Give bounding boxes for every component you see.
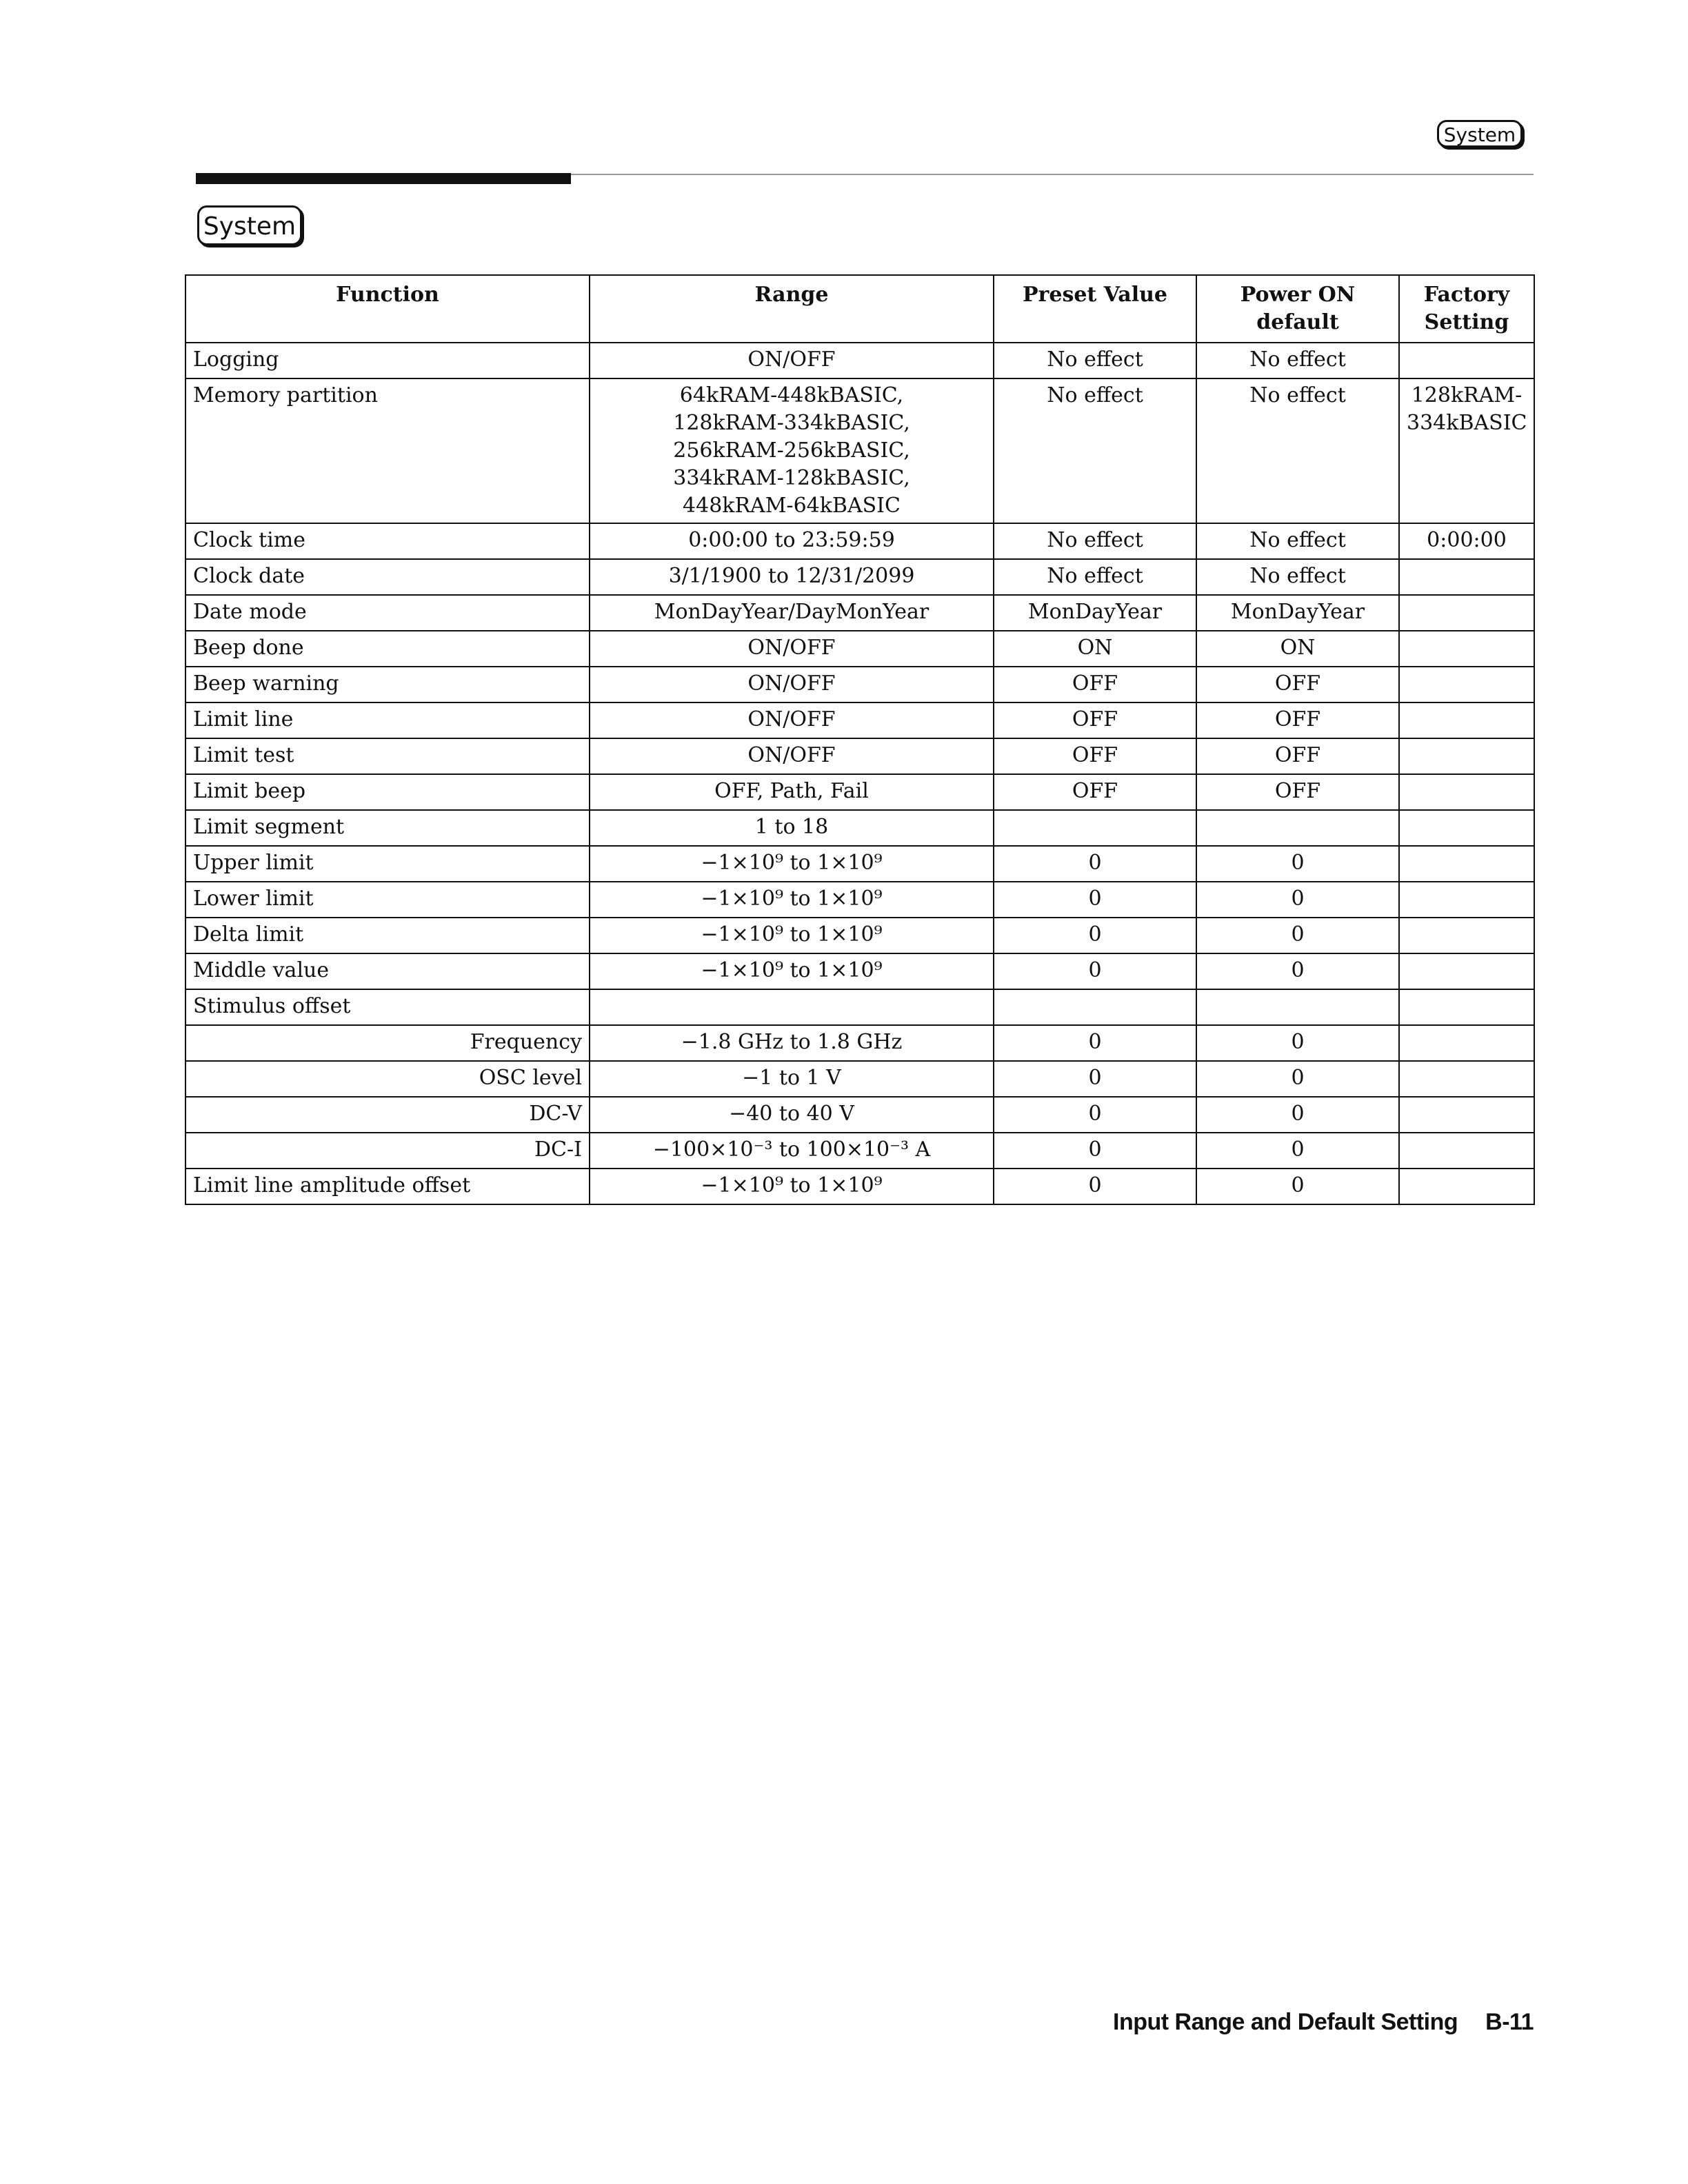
cell-factory-setting <box>1399 631 1534 667</box>
table-row <box>185 774 1534 810</box>
cell-factory-setting <box>1399 1169 1534 1204</box>
cell-preset-value: 0 <box>994 882 1196 918</box>
cell-function: Beep warning <box>185 667 590 702</box>
table-row <box>185 953 1534 989</box>
table-row <box>185 1025 1534 1061</box>
cell-power-on-default: 0 <box>1196 918 1399 953</box>
table-row <box>185 702 1534 738</box>
cell-range: ON/OFF <box>590 343 994 378</box>
cell-factory-setting: 128kRAM- 334kBASIC <box>1399 378 1534 523</box>
cell-preset-value: No effect <box>994 343 1196 378</box>
cell-power-on-default: 0 <box>1196 846 1399 882</box>
cell-function: Delta limit <box>185 918 590 953</box>
cell-range: −1.8 GHz to 1.8 GHz <box>590 1025 994 1061</box>
cell-preset-value: No effect <box>994 378 1196 523</box>
cell-power-on-default: 0 <box>1196 1061 1399 1097</box>
cell-range: −1×10⁹ to 1×10⁹ <box>590 953 994 989</box>
page-footer <box>1113 2009 1534 2036</box>
cell-power-on-default: 0 <box>1196 1169 1399 1204</box>
cell-power-on-default: No effect <box>1196 343 1399 378</box>
table-row <box>185 1061 1534 1097</box>
cell-factory-setting <box>1399 774 1534 810</box>
cell-function: Beep done <box>185 631 590 667</box>
column-header-power-on-default: Power ON default <box>1196 275 1399 343</box>
table-row <box>185 918 1534 953</box>
cell-function: Limit segment <box>185 810 590 846</box>
table-row <box>185 1169 1534 1204</box>
table-row <box>185 343 1534 378</box>
cell-factory-setting <box>1399 1133 1534 1169</box>
cell-factory-setting <box>1399 846 1534 882</box>
cell-factory-setting <box>1399 989 1534 1025</box>
cell-factory-setting <box>1399 882 1534 918</box>
cell-power-on-default: 0 <box>1196 953 1399 989</box>
table-row <box>185 738 1534 774</box>
cell-function: Limit line amplitude offset <box>185 1169 590 1204</box>
system-defaults-table <box>185 274 1535 1205</box>
cell-range: MonDayYear/DayMonYear <box>590 595 994 631</box>
table-row <box>185 846 1534 882</box>
table-row <box>185 631 1534 667</box>
cell-preset-value <box>994 810 1196 846</box>
cell-range: −1×10⁹ to 1×10⁹ <box>590 882 994 918</box>
cell-power-on-default: 0 <box>1196 882 1399 918</box>
table-row <box>185 378 1534 523</box>
cell-range: OFF, Path, Fail <box>590 774 994 810</box>
cell-factory-setting <box>1399 1097 1534 1133</box>
cell-preset-value: OFF <box>994 667 1196 702</box>
cell-preset-value: 0 <box>994 846 1196 882</box>
cell-factory-setting <box>1399 953 1534 989</box>
cell-function: Upper limit <box>185 846 590 882</box>
cell-preset-value: OFF <box>994 738 1196 774</box>
cell-preset-value: No effect <box>994 559 1196 595</box>
cell-preset-value: OFF <box>994 774 1196 810</box>
cell-function: Stimulus offset <box>185 989 590 1025</box>
cell-range: −40 to 40 V <box>590 1097 994 1133</box>
cell-range: 3/1/1900 to 12/31/2099 <box>590 559 994 595</box>
system-key-icon-header: System <box>1437 120 1523 148</box>
cell-function: Date mode <box>185 595 590 631</box>
cell-factory-setting <box>1399 559 1534 595</box>
cell-factory-setting <box>1399 343 1534 378</box>
cell-preset-value: 0 <box>994 953 1196 989</box>
cell-function: Limit test <box>185 738 590 774</box>
cell-function: Limit line <box>185 702 590 738</box>
cell-range: ON/OFF <box>590 667 994 702</box>
cell-power-on-default: OFF <box>1196 702 1399 738</box>
cell-function: Frequency <box>185 1025 590 1061</box>
cell-factory-setting <box>1399 667 1534 702</box>
cell-range: ON/OFF <box>590 738 994 774</box>
cell-range <box>590 989 994 1025</box>
cell-factory-setting <box>1399 702 1534 738</box>
cell-preset-value: ON <box>994 631 1196 667</box>
table-row <box>185 595 1534 631</box>
cell-function: DC-V <box>185 1097 590 1133</box>
cell-factory-setting <box>1399 1025 1534 1061</box>
cell-preset-value: MonDayYear <box>994 595 1196 631</box>
cell-function: Lower limit <box>185 882 590 918</box>
cell-preset-value: 0 <box>994 1169 1196 1204</box>
cell-range: −1×10⁹ to 1×10⁹ <box>590 918 994 953</box>
cell-power-on-default: OFF <box>1196 774 1399 810</box>
cell-preset-value: 0 <box>994 918 1196 953</box>
cell-range: −1×10⁹ to 1×10⁹ <box>590 846 994 882</box>
cell-function: Clock date <box>185 559 590 595</box>
cell-range: 64kRAM-448kBASIC, 128kRAM-334kBASIC, 256kRAM-256kBASIC, 334kRAM-128kBASIC, 448kRAM-64kBASIC <box>590 378 994 523</box>
cell-power-on-default <box>1196 810 1399 846</box>
cell-power-on-default: 0 <box>1196 1025 1399 1061</box>
table-body <box>185 343 1534 1204</box>
cell-range: ON/OFF <box>590 702 994 738</box>
cell-power-on-default: No effect <box>1196 559 1399 595</box>
cell-preset-value: OFF <box>994 702 1196 738</box>
cell-preset-value: 0 <box>994 1061 1196 1097</box>
cell-power-on-default: OFF <box>1196 667 1399 702</box>
cell-function: OSC level <box>185 1061 590 1097</box>
cell-factory-setting <box>1399 738 1534 774</box>
cell-power-on-default: OFF <box>1196 738 1399 774</box>
table-row <box>185 882 1534 918</box>
table-row <box>185 1097 1534 1133</box>
cell-function: Clock time <box>185 523 590 559</box>
cell-factory-setting <box>1399 1061 1534 1097</box>
cell-range: ON/OFF <box>590 631 994 667</box>
cell-power-on-default <box>1196 989 1399 1025</box>
header-rule-thin <box>571 174 1534 175</box>
cell-function: DC-I <box>185 1133 590 1169</box>
cell-range: 0:00:00 to 23:59:59 <box>590 523 994 559</box>
cell-range: −1×10⁹ to 1×10⁹ <box>590 1169 994 1204</box>
cell-power-on-default: 0 <box>1196 1097 1399 1133</box>
table-row <box>185 559 1534 595</box>
table-header-row <box>185 275 1534 343</box>
table-row <box>185 989 1534 1025</box>
table-row <box>185 523 1534 559</box>
footer-section-title: Input Range and Default Setting <box>1113 2009 1458 2035</box>
cell-power-on-default: 0 <box>1196 1133 1399 1169</box>
cell-preset-value: 0 <box>994 1097 1196 1133</box>
column-header-preset-value: Preset Value <box>994 275 1196 343</box>
cell-power-on-default: ON <box>1196 631 1399 667</box>
cell-preset-value: No effect <box>994 523 1196 559</box>
cell-factory-setting <box>1399 918 1534 953</box>
cell-power-on-default: No effect <box>1196 378 1399 523</box>
table-row <box>185 1133 1534 1169</box>
cell-power-on-default: MonDayYear <box>1196 595 1399 631</box>
cell-factory-setting <box>1399 810 1534 846</box>
table-row <box>185 810 1534 846</box>
cell-function: Middle value <box>185 953 590 989</box>
cell-range: −100×10⁻³ to 100×10⁻³ A <box>590 1133 994 1169</box>
cell-power-on-default: No effect <box>1196 523 1399 559</box>
column-header-factory-setting: Factory Setting <box>1399 275 1534 343</box>
cell-factory-setting: 0:00:00 <box>1399 523 1534 559</box>
cell-preset-value: 0 <box>994 1133 1196 1169</box>
table-row <box>185 667 1534 702</box>
cell-function: Limit beep <box>185 774 590 810</box>
cell-factory-setting <box>1399 595 1534 631</box>
system-key-icon-section: System <box>197 205 302 245</box>
footer-page-number: B-11 <box>1485 2009 1534 2035</box>
cell-preset-value: 0 <box>994 1025 1196 1061</box>
cell-preset-value <box>994 989 1196 1025</box>
header-rule-thick <box>196 173 571 184</box>
column-header-range: Range <box>590 275 994 343</box>
cell-range: 1 to 18 <box>590 810 994 846</box>
cell-function: Logging <box>185 343 590 378</box>
column-header-function: Function <box>185 275 590 343</box>
cell-range: −1 to 1 V <box>590 1061 994 1097</box>
cell-function: Memory partition <box>185 378 590 523</box>
